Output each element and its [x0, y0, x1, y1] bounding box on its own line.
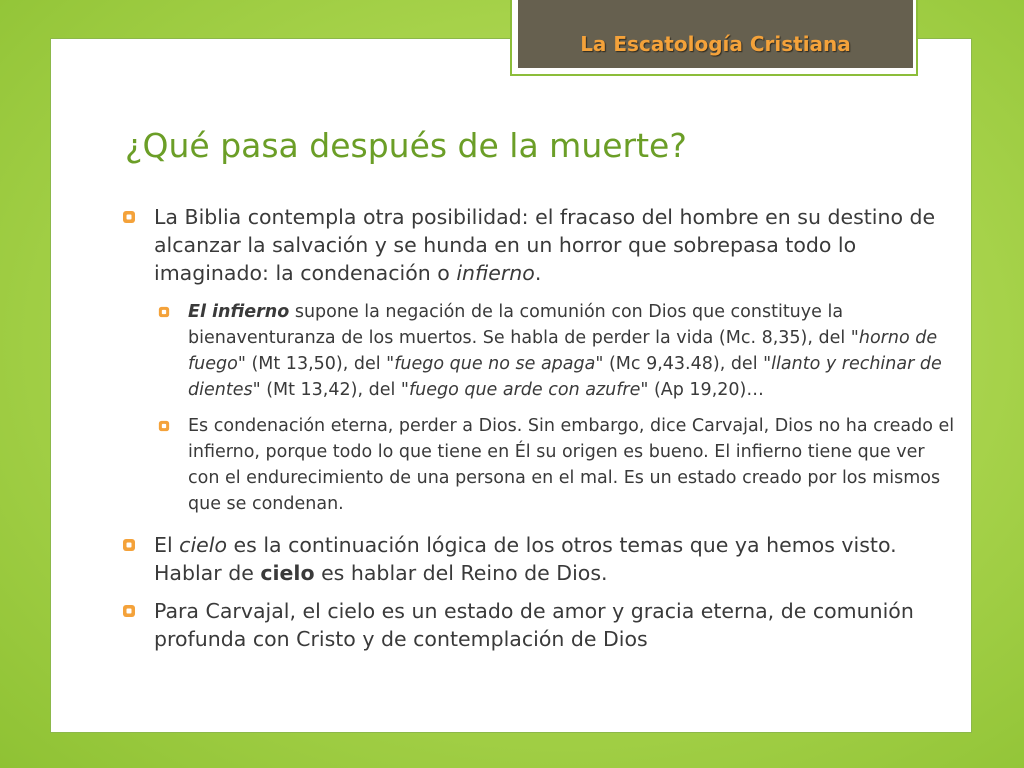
bullet-text: " (Mc 9,43.48), del ": [595, 354, 772, 374]
bullet-item-infierno: [118, 299, 958, 403]
bullet-icon: [158, 413, 170, 439]
bullet-text: " (Mt 13,42), del ": [252, 380, 409, 400]
bullet-text-em: fuego que arde con azufre: [408, 380, 641, 400]
bullet-text: supone la negación de la comunión con Dios que constituye la bienaventuranza de los muertos. Se habla de perder la vida (Mc. 8,35), del ": [188, 302, 859, 348]
bullet-text: " (Mt 13,50), del ": [237, 354, 395, 374]
bullet-item-cielo: [118, 531, 958, 587]
bullet-item-biblia: [118, 203, 958, 287]
bullet-icon: [158, 299, 170, 325]
bullet-icon: [122, 203, 136, 231]
bullet-list: [118, 203, 958, 653]
bullet-text: es la continuación lógica de los otros temas que ya hemos visto. Hablar de: [154, 533, 897, 585]
bullet-text: es hablar del Reino de Dios.: [314, 561, 608, 585]
bullet-text: La Biblia contempla otra posibilidad: el fracaso del hombre en su destino de alcanzar la salvación y se hunda en un horror que sobrepasa todo lo imaginado: la condenación o: [154, 205, 936, 285]
bullet-text-bold-em: El infierno: [188, 302, 290, 322]
bullet-text-em: fuego que no se apaga: [394, 354, 596, 374]
slide-title: ¿Qué pasa después de la muerte?: [125, 126, 687, 165]
bullet-text: Es condenación eterna, perder a Dios. Sin embargo, dice Carvajal, Dios no ha creado el infierno, porque todo lo que tiene en Él su origen es bueno. El infierno tiene que ver con el endurecimiento de una persona en el mal. Es un estado creado por los mismos que se condenan.: [188, 416, 955, 514]
bullet-text-em: horno de fuego: [188, 328, 938, 374]
bullet-text: .: [534, 261, 542, 285]
bullet-text-bold: cielo: [260, 561, 315, 585]
bullet-text-em: llanto y rechinar de dientes: [188, 354, 942, 400]
bullet-icon: [122, 531, 136, 559]
bullet-text-em: cielo: [179, 533, 227, 557]
bullet-text: El: [154, 533, 180, 557]
bullet-item-carvajal: [118, 597, 958, 653]
bullet-text: Para Carvajal, el cielo es un estado de amor y gracia eterna, de comunión profunda con Cristo y de contemplación de Dios: [154, 599, 914, 651]
header-tab-title: La Escatología Cristiana: [580, 32, 851, 56]
bullet-item-condenacion: [118, 413, 958, 517]
bullet-text-em: infierno: [456, 261, 535, 285]
bullet-icon: [122, 597, 136, 625]
header-tab: [518, 0, 913, 68]
bullet-text: " (Ap 19,20)…: [640, 380, 764, 400]
